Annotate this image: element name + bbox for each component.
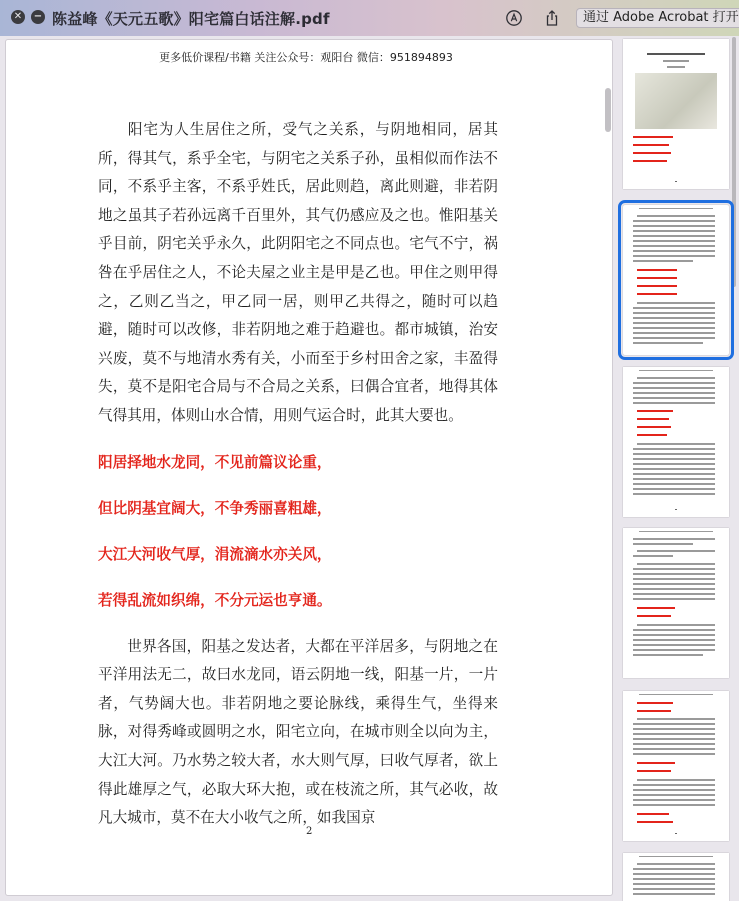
thumb-line — [633, 342, 703, 344]
thumb-red-line — [637, 607, 675, 609]
thumb-line — [633, 332, 715, 334]
thumb-line — [633, 893, 715, 895]
thumb-line — [633, 733, 715, 735]
thumb-line — [633, 578, 715, 580]
paragraph-1 — [98, 116, 498, 431]
thumb-header — [639, 694, 713, 695]
thumb-line — [637, 377, 715, 379]
thumb-line — [633, 392, 715, 394]
thumb-line — [633, 573, 715, 575]
thumb-line — [633, 555, 673, 557]
thumb-line — [633, 250, 715, 252]
thumb-line — [633, 448, 715, 450]
thumb-line — [633, 468, 715, 470]
thumb-line — [633, 255, 715, 257]
thumb-red-line — [637, 702, 673, 704]
thumb-red-line — [637, 813, 669, 815]
thumb-red-line — [637, 770, 671, 772]
thumb-line — [633, 588, 715, 590]
thumb-line — [633, 583, 715, 585]
page-scrollbar[interactable] — [605, 88, 611, 132]
thumb-red-line — [633, 144, 669, 146]
thumb-line — [633, 493, 715, 495]
thumb-line — [633, 654, 703, 656]
page-thumbnail[interactable] — [623, 367, 729, 517]
thumb-line — [633, 538, 715, 540]
thumb-line — [633, 728, 715, 730]
thumb-page-number — [675, 509, 677, 510]
thumb-line — [633, 458, 715, 460]
thumb-cover-image — [635, 73, 717, 129]
thumb-line — [633, 230, 715, 232]
paragraph-2-text: 世界各国，阳基之发达者，大都在平洋居多，与阴地之在平洋用法无二，故曰水龙同，语云阴地一线，阳基一片，一片者，气势阔大也。非若阴地之要论脉线，乘得生气，坐得来脉，对得秀峰或圆明之水，阳宅立向，在城市则全以向为主，大江大河。乃水势之较大者，水大则气厚，曰收气厚者，欲上得此雄厚之气，必取大环大抱，或在枝流之所，其气必收，故凡大城市，莫不在大小收气之所，如我国京 — [98, 637, 498, 827]
thumb-line — [637, 302, 715, 304]
thumb-line — [633, 794, 715, 796]
thumb-line — [633, 478, 715, 480]
thumb-red-line — [633, 152, 671, 154]
thumb-page-number — [675, 181, 677, 182]
thumb-page-number — [675, 833, 677, 834]
thumb-line — [633, 753, 715, 755]
thumb-line — [633, 738, 715, 740]
thumb-red-line — [637, 710, 671, 712]
verse-line: 若得乱流如织绵，不分元运也亨通。 — [98, 591, 332, 609]
thumb-line — [637, 443, 715, 445]
thumb-line — [637, 215, 715, 217]
page-thumbnail[interactable] — [623, 528, 729, 678]
page-thumbnail-selected[interactable] — [623, 205, 729, 355]
thumb-line — [633, 804, 715, 806]
thumb-line — [633, 598, 715, 600]
thumb-line — [633, 312, 715, 314]
thumb-header — [639, 531, 713, 532]
thumb-red-line — [637, 269, 677, 271]
window-title: 陈益峰《天元五歌》阳宅篇白话注解.pdf — [52, 10, 330, 28]
markup-icon[interactable] — [505, 9, 523, 27]
thumb-line — [637, 779, 715, 781]
page-thumbnail[interactable] — [623, 691, 729, 841]
thumb-line — [633, 337, 715, 339]
thumb-line — [633, 634, 715, 636]
thumbnail-sidebar[interactable] — [617, 36, 739, 901]
page-body — [98, 116, 498, 833]
thumb-red-line — [633, 136, 673, 138]
thumb-red-line — [637, 410, 673, 412]
thumb-line — [633, 245, 715, 247]
title-bar — [0, 0, 739, 36]
thumb-line — [633, 629, 715, 631]
paragraph-1-text: 阳宅为人生居住之所，受气之关系，与阴地相同，居其所，得其气，系乎全宅，与阴宅之关系子孙，虽相似而作法不同，不系乎主客，不系乎姓氏，居此则趋，离此则避，非若阴地之虽其子若孙远离千百里外，其气仍感应及之也。惟阳基关乎目前，阴宅关乎永久，此阴阳宅之不同点也。宅气不宁，祸咎在乎居住之人，不论夫屋之业主是甲是乙也。甲住之则甲得之，乙则乙当之，甲乙同一居，则甲乙共得之，随时可以趋避，随时可以改修，非若阴地之难于趋避也。都市城镇，治安兴废，莫不与地清水秀有关，小而至于乡村田舍之家，丰盈得失，莫不是阳宅合局与不合局之关系，曰偶合宜者，地得其体气得其用，体则山水合情，用则气运合时，此其大要也。 — [98, 121, 498, 424]
thumb-line — [633, 473, 715, 475]
thumb-red-line — [637, 418, 669, 420]
thumb-line — [633, 888, 715, 890]
thumb-line — [633, 240, 715, 242]
thumb-line — [633, 453, 715, 455]
close-window-icon[interactable]: ✕ — [11, 10, 25, 24]
thumb-line — [637, 550, 715, 552]
thumb-line — [667, 66, 685, 68]
share-icon[interactable] — [543, 9, 561, 27]
thumb-line — [633, 878, 715, 880]
thumb-red-line — [637, 293, 677, 295]
thumb-line — [633, 402, 715, 404]
thumb-line — [633, 743, 715, 745]
thumb-line — [633, 799, 715, 801]
thumb-line — [633, 644, 715, 646]
thumb-line — [637, 718, 715, 720]
thumb-red-line — [637, 821, 673, 823]
thumb-red-line — [633, 160, 667, 162]
thumb-header — [639, 370, 713, 371]
thumb-line — [633, 543, 693, 545]
thumb-line — [633, 397, 715, 399]
thumb-red-line — [637, 434, 667, 436]
page-thumbnail[interactable] — [623, 39, 729, 189]
thumb-red-line — [637, 615, 671, 617]
thumb-line — [633, 723, 715, 725]
thumb-line — [633, 483, 715, 485]
thumb-line — [633, 317, 715, 319]
thumb-line — [633, 568, 715, 570]
thumb-header — [639, 208, 713, 209]
thumb-line — [633, 387, 715, 389]
thumb-line — [637, 563, 715, 565]
thumb-line — [633, 789, 715, 791]
thumb-line — [633, 748, 715, 750]
thumb-line — [633, 868, 715, 870]
thumb-line — [633, 382, 715, 384]
thumb-red-line — [637, 426, 671, 428]
thumb-line — [637, 863, 715, 865]
thumb-line — [633, 784, 715, 786]
thumb-line — [633, 488, 715, 490]
verse-line: 但比阴基宜阔大，不争秀丽喜粗雄， — [98, 499, 332, 517]
verse-line: 阳居择地水龙同，不见前篇议论重， — [98, 453, 332, 471]
thumb-line — [633, 463, 715, 465]
page-thumbnail[interactable] — [623, 853, 729, 901]
thumb-line — [633, 235, 715, 237]
thumb-line — [633, 260, 693, 262]
thumb-line — [633, 307, 715, 309]
thumb-line — [633, 225, 715, 227]
thumb-red-line — [637, 285, 677, 287]
thumb-line — [633, 639, 715, 641]
thumb-header — [639, 856, 713, 857]
paragraph-2 — [98, 633, 498, 833]
thumb-line — [633, 883, 715, 885]
open-in-acrobat-button[interactable]: 通过 Adobe Acrobat 打开 — [576, 8, 739, 28]
thumb-red-line — [637, 762, 675, 764]
thumb-line — [633, 873, 715, 875]
page-header: 更多低价课程/书籍 关注公众号：观阳台 微信：951894893 — [159, 51, 453, 64]
verse-block — [98, 440, 498, 624]
sidebar-scrollbar[interactable] — [732, 37, 736, 287]
thumb-line — [633, 649, 715, 651]
thumb-line — [637, 624, 715, 626]
verse-line: 大江大河收气厚，涓流滴水亦关风， — [98, 545, 332, 563]
thumb-line — [663, 60, 689, 62]
thumb-red-line — [637, 277, 677, 279]
pdf-page[interactable] — [5, 39, 613, 896]
minimize-window-icon[interactable]: − — [31, 10, 45, 24]
thumb-title-mark — [647, 53, 705, 55]
thumb-line — [633, 593, 715, 595]
page-number: 2 — [306, 826, 313, 837]
thumb-line — [633, 327, 715, 329]
thumb-line — [633, 322, 715, 324]
thumb-line — [633, 220, 715, 222]
